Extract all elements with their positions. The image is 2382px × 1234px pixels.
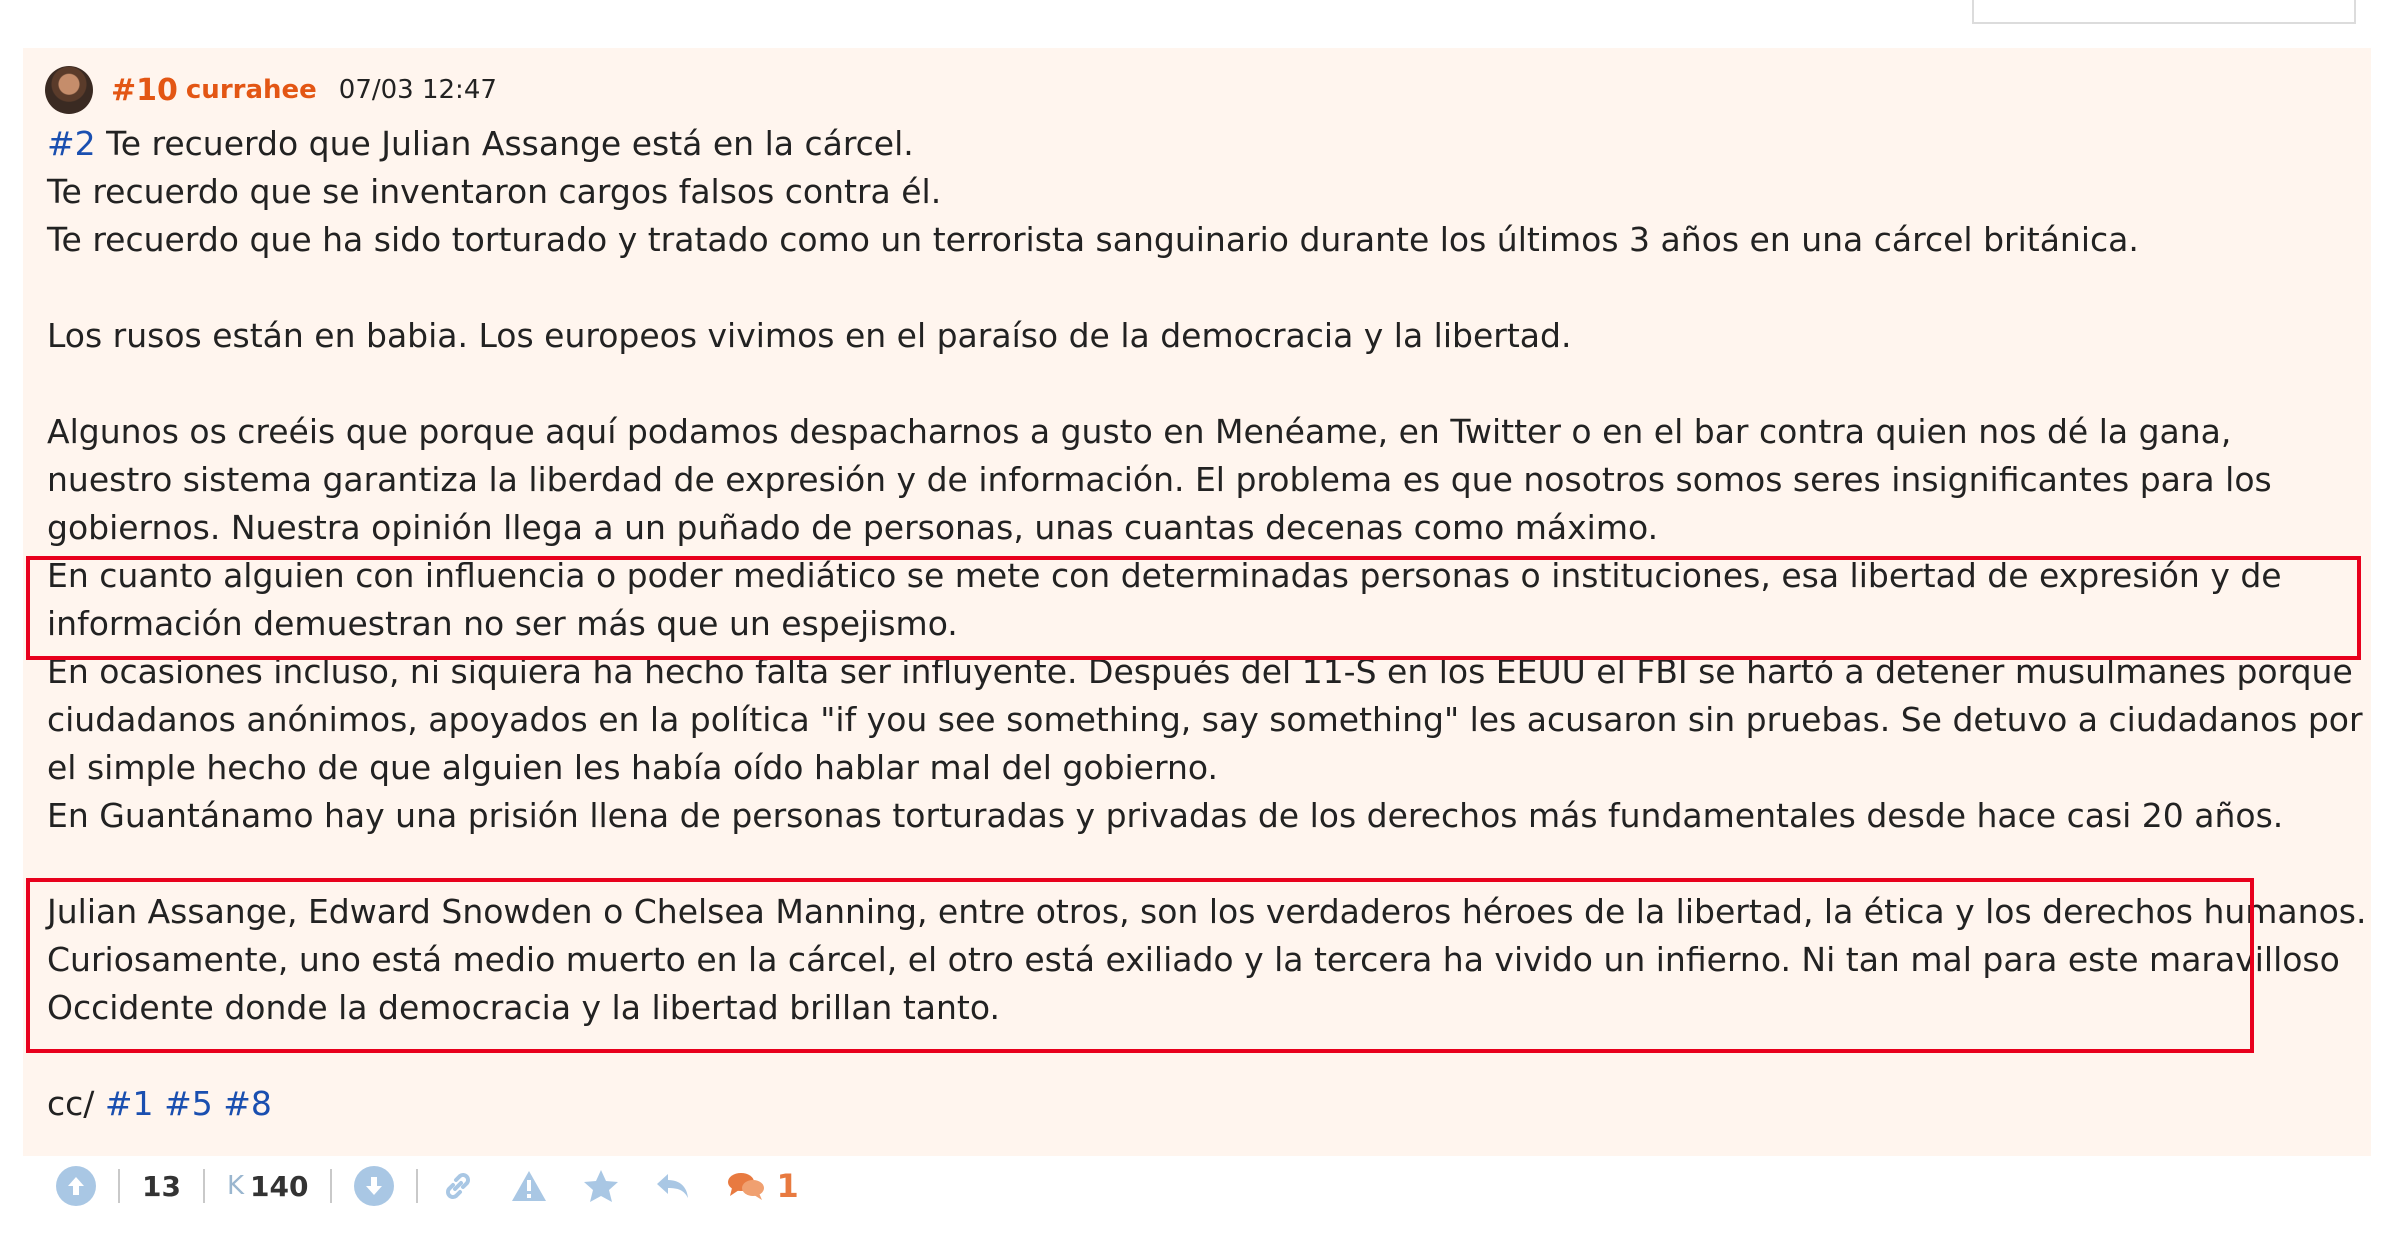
comment-body	[47, 120, 2367, 1128]
text-paragraph: En Guantánamo hay una prisión llena de personas torturadas y privadas de los derechos más fundamentales desde hace casi 20 años.	[47, 796, 2284, 835]
karma-value: 140	[250, 1169, 309, 1203]
comments-count: 1	[776, 1167, 799, 1205]
author-link[interactable]: currahee	[185, 75, 317, 105]
upvote-button[interactable]	[56, 1166, 96, 1206]
permalink-button[interactable]	[440, 1168, 476, 1204]
cc-ref-link[interactable]: #5	[164, 1084, 213, 1123]
report-button[interactable]	[510, 1168, 548, 1204]
report-icon	[510, 1168, 548, 1204]
reply-ref-link[interactable]: #2	[47, 124, 96, 163]
text-line: #2 Te recuerdo que Julian Assange está en la cárcel.	[47, 124, 914, 163]
comment-header	[45, 62, 497, 118]
favorite-button[interactable]	[582, 1168, 620, 1204]
text-line: Te recuerdo que se inventaron cargos falsos contra él.	[47, 172, 942, 211]
karma-label: K	[226, 1171, 245, 1201]
reply-button[interactable]	[654, 1168, 692, 1204]
text-paragraph-highlighted: Julian Assange, Edward Snowden o Chelsea Manning, entre otros, son los verdaderos héroes de la libertad, la ética y los derechos humanos. Curiosamente, uno está medio muerto en la cárcel, el otro está exiliado y la tercera ha vivido un infierno. Ni tan mal para este maravilloso Occidente donde la democracia y la libertad brillan tanto.	[47, 892, 2367, 1027]
favorite-star-icon	[582, 1168, 620, 1204]
downvote-button[interactable]	[354, 1166, 394, 1206]
text-line: Te recuerdo que ha sido torturado y tratado como un terrorista sanguinario durante los últimos 3 años en una cárcel británica.	[47, 220, 2139, 259]
upvote-icon	[63, 1173, 89, 1199]
cc-ref-link[interactable]: #8	[223, 1084, 272, 1123]
text-paragraph: En ocasiones incluso, ni siquiera ha hecho falta ser influyente. Después del 11-S en los EEUU el FBI se hartó a detener musulmanes porque ciudadanos anónimos, apoyados en la política "if you see something, say something" les acusaron sin pruebas. Se detuvo a ciudadanos por el simple hecho de que alguien les había oído hablar mal del gobierno.	[47, 652, 2363, 787]
avatar[interactable]	[45, 66, 93, 114]
comment-number[interactable]: #10	[111, 72, 178, 108]
comment-card	[23, 48, 2371, 1156]
comment-date: 07/03 12:47	[338, 75, 497, 105]
text-paragraph: Algunos os creéis que porque aquí podamos despacharnos a gusto en Menéame, en Twitter o en el bar contra quien nos dé la gana, nuestro sistema garantiza la liberdad de expresión y de información. El problema es que nosotros somos seres insignificantes para los gobiernos. Nuestra opinión llega a un puñado de personas, unas cuantas decenas como máximo.	[47, 412, 2272, 547]
comments-icon	[726, 1168, 766, 1204]
comments-button[interactable]	[726, 1167, 798, 1205]
text-line: Los rusos están en babia. Los europeos vivimos en el paraíso de la democracia y la libertad.	[47, 316, 1572, 355]
text-paragraph-highlighted: En cuanto alguien con influencia o poder mediático se mete con determinadas personas o instituciones, esa libertad de expresión y de información demuestran no ser más que un espejismo.	[47, 556, 2282, 643]
vote-count: 13	[142, 1169, 181, 1203]
top-search-box[interactable]	[1972, 0, 2356, 24]
comment-footer	[56, 1162, 799, 1210]
cc-line: cc/ #1 #5 #8	[47, 1084, 272, 1123]
link-icon	[440, 1168, 476, 1204]
cc-ref-link[interactable]: #1	[104, 1084, 154, 1123]
reply-icon	[654, 1168, 692, 1204]
downvote-icon	[361, 1173, 387, 1199]
